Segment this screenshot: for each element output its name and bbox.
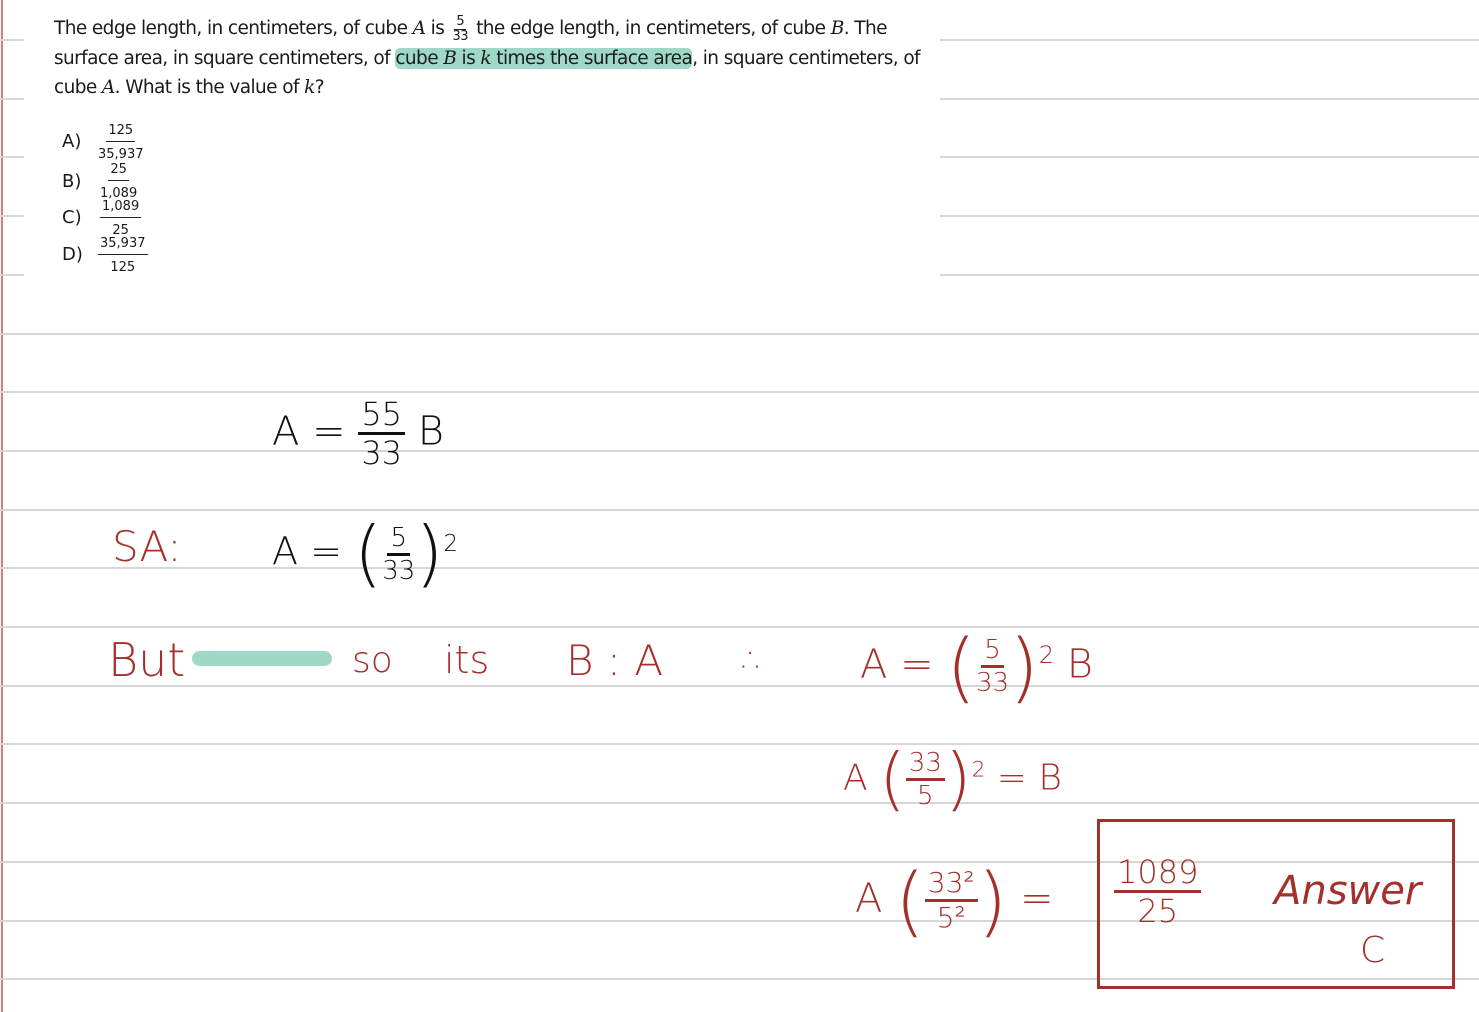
note-but: But bbox=[108, 633, 186, 687]
option-d-fraction: 35,937 125 bbox=[100, 236, 146, 275]
rule-line bbox=[0, 685, 1479, 687]
highlight-bar bbox=[192, 651, 332, 666]
rule-line bbox=[0, 391, 1479, 393]
option-a-label: A) bbox=[62, 131, 82, 152]
option-b-fraction: 25 1,089 bbox=[100, 162, 138, 201]
option-c-fraction: 1,089 25 bbox=[102, 199, 140, 238]
note-its: its bbox=[444, 638, 490, 682]
rule-line bbox=[940, 156, 1479, 158]
option-c-label: C) bbox=[62, 207, 82, 228]
note-a-times: A ( $\frac{33}{5}$ )$^2$ = B bbox=[843, 740, 1062, 819]
rule-line bbox=[0, 509, 1479, 511]
rule-line bbox=[0, 626, 1479, 628]
rule-line bbox=[940, 274, 1479, 276]
rule-line bbox=[0, 156, 24, 158]
rule-line bbox=[0, 98, 24, 100]
rule-line bbox=[940, 98, 1479, 100]
rule-line bbox=[0, 743, 1479, 745]
rule-line bbox=[0, 802, 1479, 804]
note-a-squared: A ( $\frac{\text{33²}}{\text{5²}}$ ) = bbox=[855, 856, 1054, 945]
rule-line bbox=[0, 450, 1479, 452]
note-sa-ratio: A = ( $\frac{5}{33}$ )$^2$ bbox=[272, 512, 458, 596]
rule-line bbox=[0, 39, 24, 41]
answer-choice: C bbox=[1360, 930, 1386, 971]
rule-line bbox=[0, 567, 1479, 569]
question-text: The edge length, in centimeters, of cube A is $\frac{5}{33}$ the edge length, in centimeters, of cube B. The surface area, in square centimeters, of cube B is k times the surface area, in square centimeters, of cube A. What is the value of k? bbox=[54, 13, 920, 98]
answer-box bbox=[1097, 819, 1455, 989]
rule-line bbox=[0, 274, 24, 276]
note-so: so bbox=[352, 640, 393, 681]
rule-line bbox=[940, 215, 1479, 217]
therefore-symbol: ∴ bbox=[742, 640, 765, 681]
rule-line bbox=[940, 39, 1479, 41]
rule-line bbox=[0, 333, 1479, 335]
note-sa-label: SA: bbox=[112, 522, 182, 571]
note-a-equals: A = ( $\frac{5}{33}$ )$^2$ B bbox=[860, 622, 1093, 711]
answer-word: Answer bbox=[1274, 868, 1422, 914]
note-edge-ratio: A = $\frac{55}{33}$ B bbox=[272, 395, 444, 472]
note-ratio: B : A bbox=[566, 636, 664, 685]
highlight: cube B is k times the surface area bbox=[395, 47, 693, 69]
option-b-label: B) bbox=[62, 171, 82, 192]
rule-line bbox=[0, 215, 24, 217]
option-d-label: D) bbox=[62, 244, 83, 265]
inline-fraction: $\frac{5}{33}$ bbox=[452, 13, 468, 44]
option-a-fraction: 125 35,937 bbox=[98, 123, 144, 162]
answer-fraction: $\frac{1089}{25}$ bbox=[1114, 856, 1201, 927]
